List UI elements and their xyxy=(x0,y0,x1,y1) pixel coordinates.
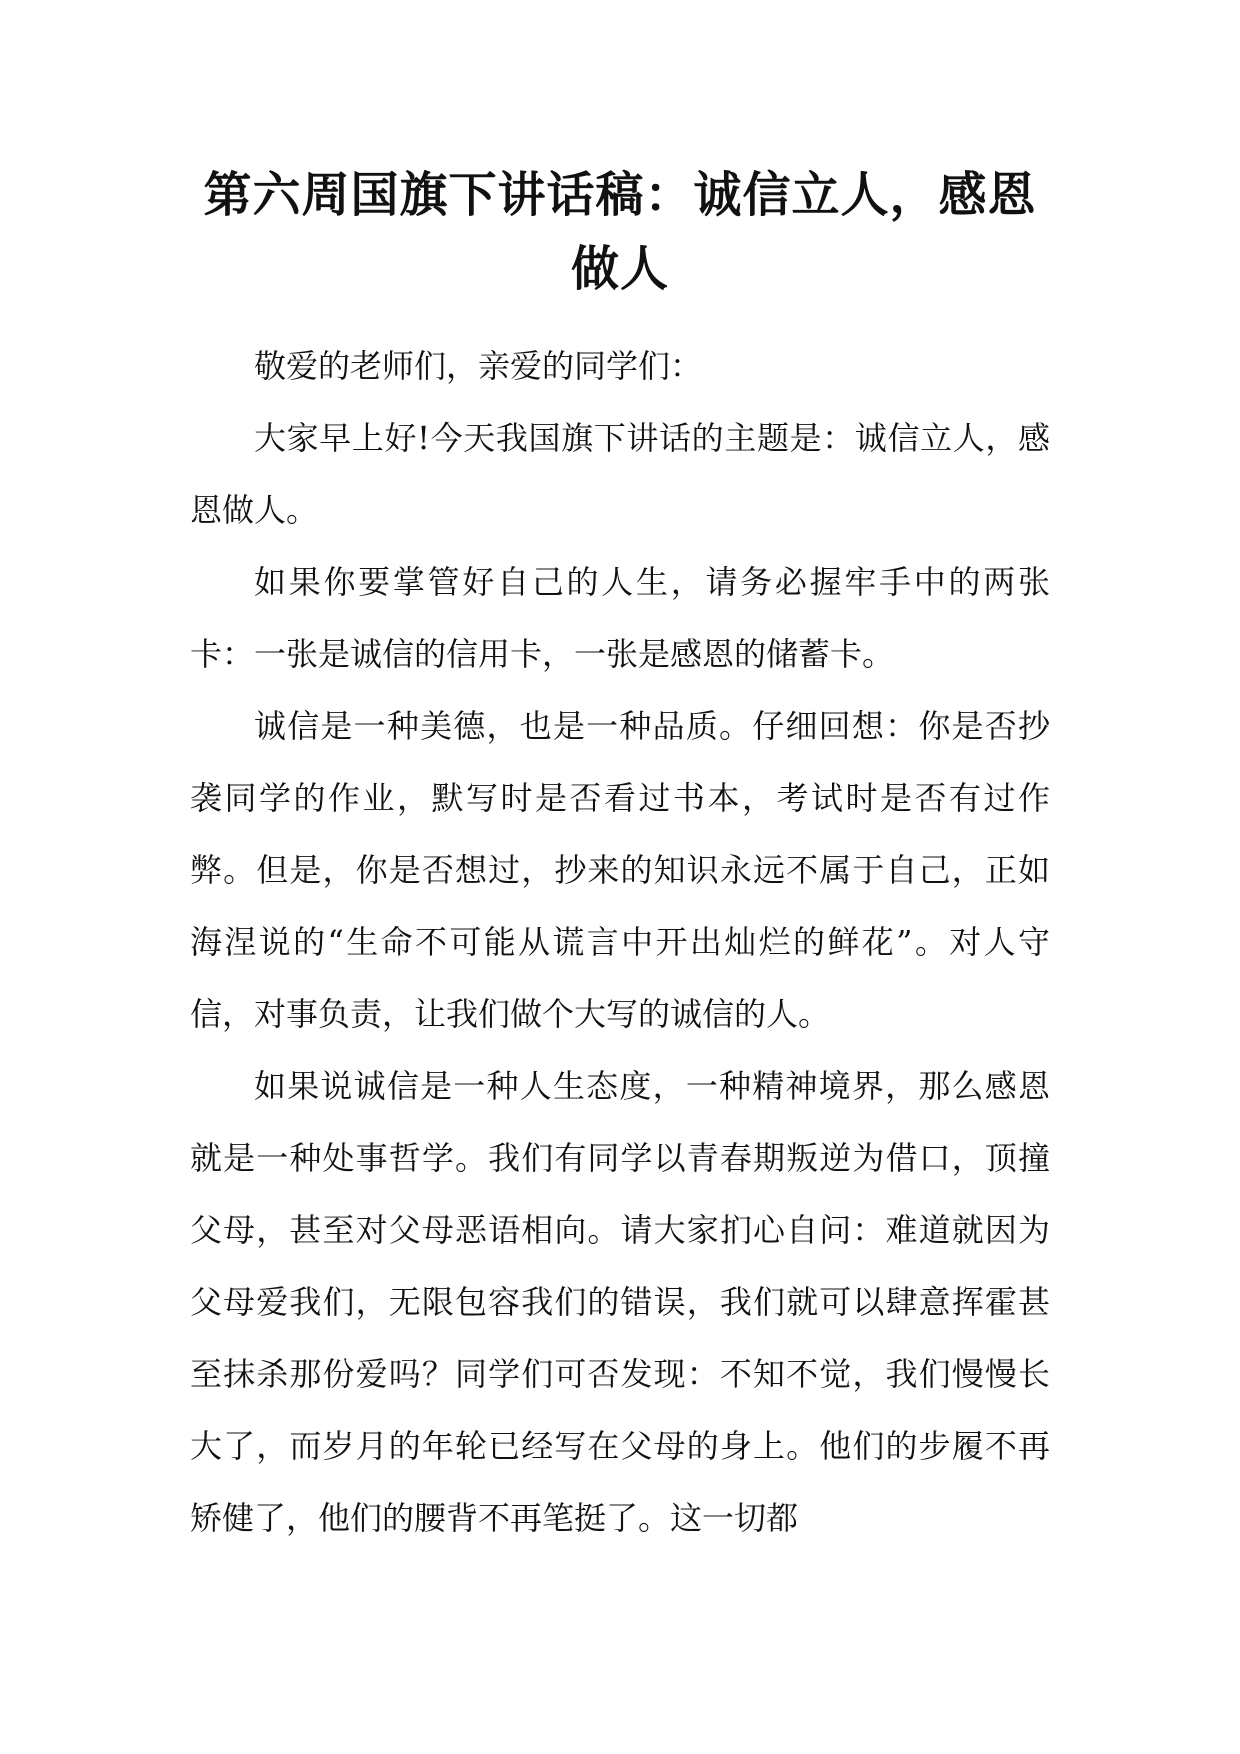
paragraph-honesty: 诚信是一种美德，也是一种品质。仔细回想：你是否抄袭同学的作业，默写时是否看过书本，考试时是否有过作弊。但是，你是否想过，抄来的知识永远不属于自己，正如海涅说的“生命不可能从谎言中开出灿烂的鲜花”。对人守信，对事负责，让我们做个大写的诚信的人。 xyxy=(190,707,1050,1033)
paragraph-opening: 大家早上好!今天我国旗下讲话的主题是：诚信立人，感恩做人。 xyxy=(190,419,1050,529)
title-line-1: 第六周国旗下讲话稿：诚信立人，感恩 xyxy=(203,167,1037,223)
document-title xyxy=(190,158,1050,306)
paragraph-greeting: 敬爱的老师们，亲爱的同学们： xyxy=(254,347,703,385)
paragraph-two-cards: 如果你要掌管好自己的人生，请务必握牢手中的两张卡：一张是诚信的信用卡，一张是感恩的储蓄卡。 xyxy=(190,563,1050,673)
paragraph-gratitude: 如果说诚信是一种人生态度，一种精神境界，那么感恩就是一种处事哲学。我们有同学以青春期叛逆为借口，顶撞父母，甚至对父母恶语相向。请大家扪心自问：难道就因为父母爱我们，无限包容我们的错误，我们就可以肆意挥霍甚至抹杀那份爱吗？同学们可否发现：不知不觉，我们慢慢长大了，而岁月的年轮已经写在父母的身上。他们的步履不再矫健了，他们的腰背不再笔挺了。这一切都 xyxy=(190,1067,1050,1537)
title-line-2: 做人 xyxy=(570,241,669,297)
document-content xyxy=(190,158,1050,1554)
document-body xyxy=(190,330,1050,1554)
